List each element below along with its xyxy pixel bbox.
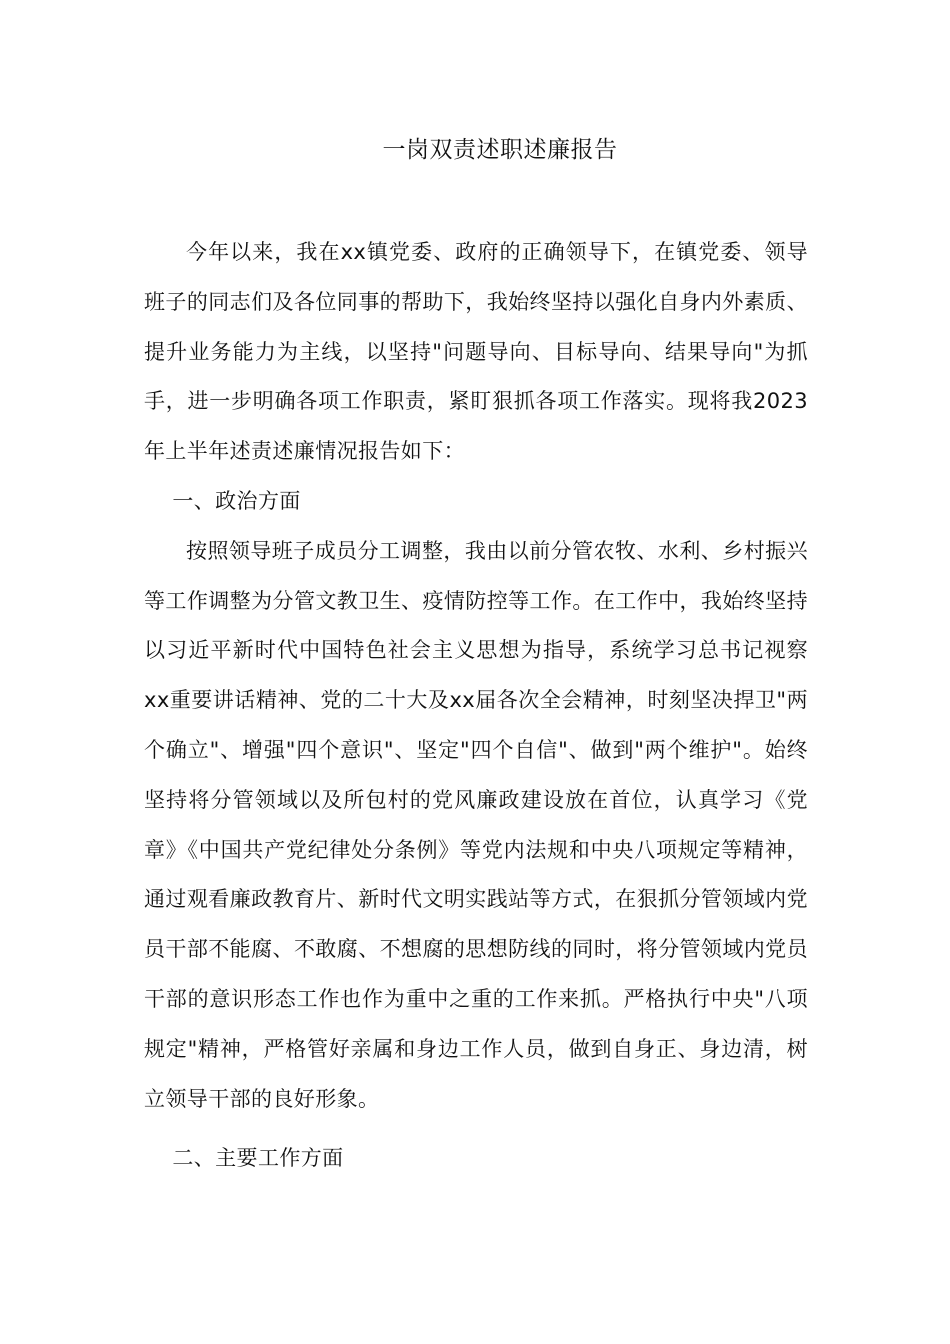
politics-paragraph: 按照领导班子成员分工调整，我由以前分管农牧、水利、乡村振兴等工作调整为分管文教卫生、疫情防控等工作。在工作中，我始终坚持以习近平新时代中国特色社会主义思想为指导，系统学习总书记视察xx重要讲话精神、党的二十大及xx届各次全会精神，时刻坚决捍卫"两个确立"、增强"四个意识"、坚定"四个自信"、做到"两个维护"。始终坚持将分管领域以及所包村的党风廉政建设放在首位，认真学习《党章》《中国共产党纪律处分条例》等党内法规和中央八项规定等精神，通过观看廉政教育片、新时代文明实践站等方式，在狠抓分管领域内党员干部不能腐、不敢腐、不想腐的思想防线的同时，将分管领域内党员干部的意识形态工作也作为重中之重的工作来抓。严格执行中央"八项规定"精神，严格管好亲属和身边工作人员，做到自身正、身边清，树立领导干部的良好形象。: [144, 538, 808, 1111]
section-heading-main-work: 二、主要工作方面: [172, 1146, 344, 1171]
document-title: 一岗双责述职述廉报告: [382, 137, 618, 163]
document-body: [144, 228, 808, 1184]
section-gap: [144, 1126, 808, 1134]
intro-paragraph: 今年以来，我在xx镇党委、政府的正确领导下，在镇党委、领导班子的同志们及各位同事的帮助下，我始终坚持以强化自身内外素质、提升业务能力为主线，以坚持"问题导向、目标导向、结果导向"为抓手，进一步明确各项工作职责，紧盯狠抓各项工作落实。现将我2023年上半年述责述廉情况报告如下：: [144, 240, 808, 464]
section-heading-politics: 一、政治方面: [172, 488, 301, 513]
